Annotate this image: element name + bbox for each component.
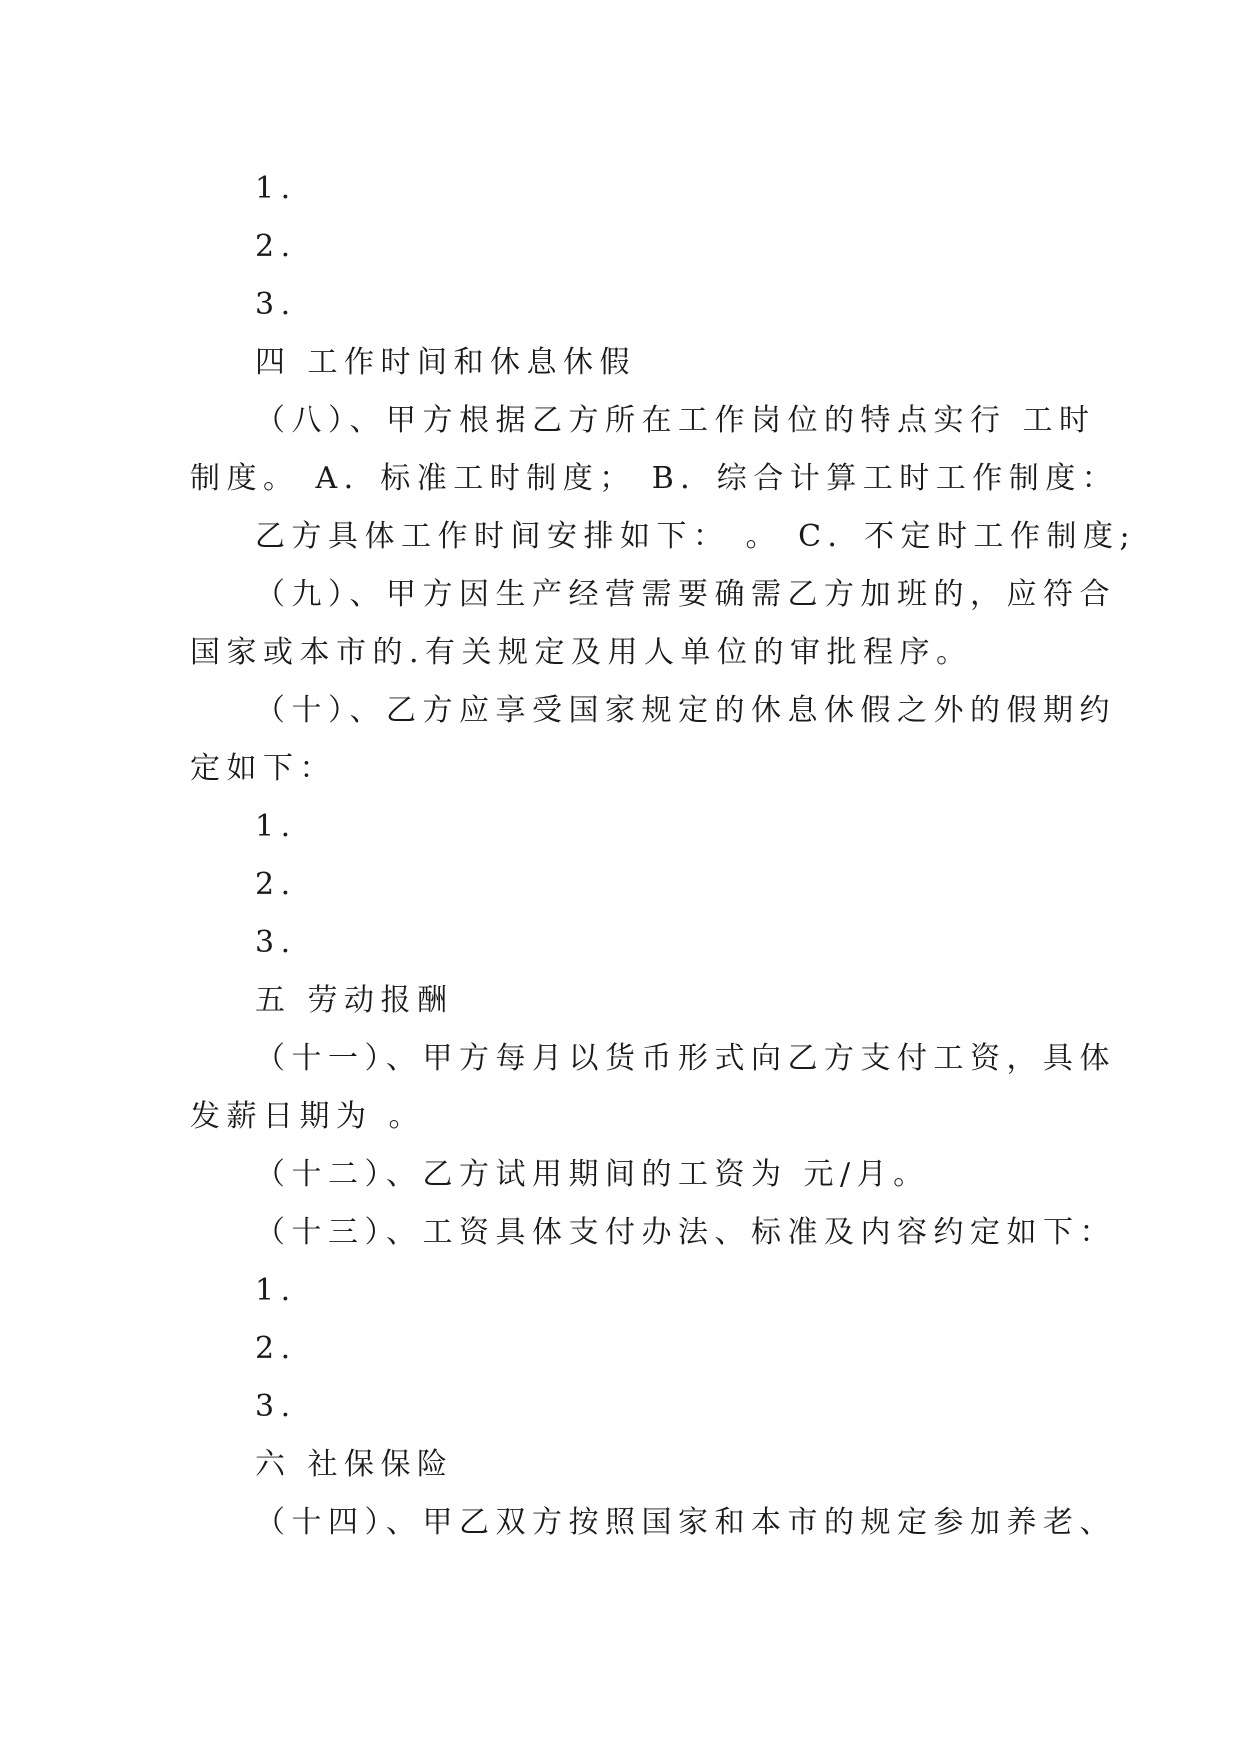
document-body — [190, 160, 1137, 1552]
list-item-1: 1. — [255, 1273, 297, 1308]
list-item-1: 1. — [255, 171, 297, 206]
section-heading-remuneration: 五 劳动报酬 — [255, 983, 454, 1018]
clause-8-line-2: 制度。 A．标准工时制度； B．综合计算工时工作制度： — [190, 461, 1119, 496]
list-item-3: 3. — [255, 287, 297, 322]
clause-14-line-1: （十四）、甲乙双方按照国家和本市的规定参加养老、 — [255, 1505, 1116, 1540]
section-heading-social-insurance: 六 社保保险 — [255, 1447, 454, 1482]
clause-10-line-2: 定如下： — [190, 751, 336, 786]
clause-13: （十三）、工资具体支付办法、标准及内容约定如下： — [255, 1215, 1116, 1250]
list-item-3: 3. — [255, 925, 297, 960]
list-item-2: 2. — [255, 1331, 297, 1366]
clause-11-line-1: （十一）、甲方每月以货币形式向乙方支付工资，具体 — [255, 1041, 1116, 1076]
clause-10-line-1: （十）、乙方应享受国家规定的休息休假之外的假期约 — [255, 693, 1116, 728]
clause-8-line-3: 乙方具体工作时间安排如下： 。 C．不定时工作制度; — [255, 519, 1137, 554]
section-heading-work-hours: 四 工作时间和休息休假 — [255, 345, 637, 380]
clause-8-line-1: （八）、甲方根据乙方所在工作岗位的特点实行 工时 — [255, 403, 1096, 438]
clause-9-line-2: 国家或本市的.有关规定及用人单位的审批程序。 — [190, 635, 973, 670]
list-item-2: 2. — [255, 867, 297, 902]
list-item-1: 1. — [255, 809, 297, 844]
clause-11-line-2: 发薪日期为 。 — [190, 1099, 426, 1134]
list-item-2: 2. — [255, 229, 297, 264]
list-item-3: 3. — [255, 1389, 297, 1424]
clause-12: （十二）、乙方试用期间的工资为 元/月。 — [255, 1157, 930, 1192]
clause-9-line-1: （九）、甲方因生产经营需要确需乙方加班的，应符合 — [255, 577, 1116, 612]
